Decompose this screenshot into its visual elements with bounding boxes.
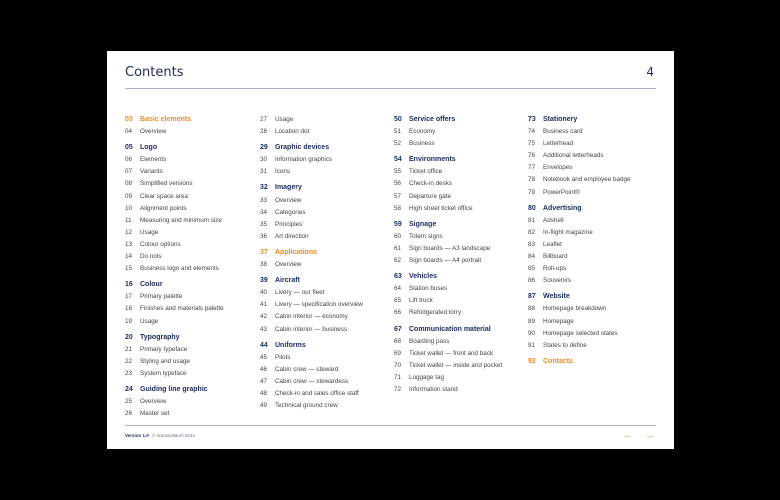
contents-entry[interactable] [125, 291, 255, 303]
entry-page-number: 73 [528, 116, 536, 123]
contents-entry[interactable] [528, 215, 658, 227]
contents-entry[interactable] [260, 364, 390, 376]
entry-page-number: 22 [125, 357, 133, 365]
entry-page-number: 11 [125, 216, 132, 224]
contents-entry[interactable] [125, 203, 255, 215]
entry-label: Finishes and materials palette [140, 305, 224, 313]
contents-entry[interactable] [394, 336, 524, 348]
page-navigation [613, 430, 654, 440]
entry-page-number: 07 [125, 168, 133, 176]
section-heading[interactable] [528, 356, 658, 368]
section-heading[interactable] [125, 114, 255, 126]
section-heading[interactable] [260, 182, 390, 194]
entry-page-number: 89 [528, 317, 536, 325]
section-heading[interactable] [125, 142, 255, 154]
section-heading[interactable] [394, 324, 524, 336]
section-heading[interactable] [528, 291, 658, 303]
entry-page-number: 52 [394, 140, 402, 148]
entry-label: Colour [140, 281, 163, 289]
entry-label: Letterhead [543, 140, 574, 148]
contents-entry[interactable] [528, 227, 658, 239]
contents-entry[interactable] [260, 287, 390, 299]
entry-label: Signage [409, 220, 437, 228]
page-title: Contents [125, 65, 184, 80]
entry-page-number: 09 [125, 192, 133, 200]
entry-label: Cabin interior — business [275, 325, 348, 333]
section-heading[interactable] [528, 114, 658, 126]
entry-label: Boarding pass [409, 337, 450, 345]
contents-entry[interactable] [125, 344, 255, 356]
contents-entry[interactable] [528, 328, 658, 340]
entry-label: Overview [140, 128, 167, 136]
entry-label: Vehicles [409, 273, 438, 281]
page-number: 4 [646, 65, 654, 79]
contents-entry[interactable] [528, 138, 658, 150]
contents-entry[interactable] [528, 239, 658, 251]
document-page [107, 51, 674, 449]
entry-page-number: 77 [528, 164, 536, 172]
entry-label: Cabin crew — steward [275, 365, 339, 373]
entry-label: Measuring and minimum size [140, 216, 222, 224]
entry-label: Location dot [275, 128, 310, 136]
entry-label: Applications [275, 248, 318, 256]
contents-entry[interactable] [528, 275, 658, 287]
contents-entry[interactable] [394, 203, 524, 215]
entry-page-number: 15 [125, 265, 133, 273]
entry-page-number: 78 [528, 176, 536, 184]
section-heading[interactable] [260, 142, 390, 154]
contents-entry[interactable] [125, 166, 255, 178]
contents-entry[interactable] [125, 239, 255, 251]
entry-label: Variants [140, 168, 163, 176]
entry-label: Billboard [543, 253, 568, 261]
entry-label: Graphic devices [275, 144, 330, 152]
entry-label: Totem signs [409, 232, 443, 240]
contents-entry[interactable] [260, 219, 390, 231]
entry-page-number: 41 [260, 301, 268, 309]
contents-entry[interactable] [125, 396, 255, 408]
entry-page-number: 57 [394, 192, 402, 200]
entry-label: Business logo and elements [140, 265, 219, 273]
entry-page-number: 58 [394, 204, 402, 212]
entry-page-number: 37 [260, 248, 268, 256]
entry-page-number: 92 [528, 357, 536, 365]
section-heading[interactable] [260, 340, 390, 352]
contents-column-3 [394, 114, 524, 396]
entry-page-number: 61 [394, 244, 402, 252]
entry-page-number: 28 [260, 128, 268, 136]
entry-label: Service offers [409, 116, 456, 123]
entry-page-number: 40 [260, 289, 268, 297]
contents-entry[interactable] [394, 231, 524, 243]
contents-entry[interactable] [125, 316, 255, 328]
entry-label: In-flight magazine [543, 228, 593, 236]
contents-entry[interactable] [125, 191, 255, 203]
entry-page-number: 31 [260, 168, 268, 176]
entry-page-number: 16 [125, 281, 133, 289]
entry-page-number: 65 [394, 297, 402, 305]
entry-label: Usage [140, 317, 159, 325]
entry-page-number: 82 [528, 228, 536, 236]
entry-label: States to define [543, 341, 587, 349]
contents-entry[interactable] [528, 162, 658, 174]
entry-page-number: 72 [394, 385, 402, 393]
entry-label: Cabin crew — stewardess [275, 377, 349, 385]
entry-label: Primary typeface [140, 345, 188, 353]
entry-page-number: 34 [260, 208, 268, 216]
contents-entry[interactable] [260, 154, 390, 166]
contents-entry[interactable] [260, 388, 390, 400]
contents-entry[interactable] [528, 251, 658, 263]
entry-label: Souvenirs [543, 277, 572, 285]
contents-column-1 [125, 114, 255, 420]
footer-text: © Aurora March 2014 [152, 433, 195, 438]
contents-entry[interactable] [125, 368, 255, 380]
entry-label: Typography [140, 333, 180, 341]
footer-divider [125, 425, 656, 426]
entry-label: Simplified versions [140, 180, 193, 188]
contents-entry[interactable] [125, 126, 255, 138]
entry-page-number: 56 [394, 180, 402, 188]
entry-label: Elements [140, 156, 167, 164]
entry-page-number: 60 [394, 232, 402, 240]
contents-entry[interactable] [394, 191, 524, 203]
section-heading[interactable] [528, 203, 658, 215]
entry-label: Overview [275, 261, 302, 269]
entry-label: Adshell [543, 216, 564, 224]
entry-page-number: 12 [125, 228, 133, 236]
entry-label: PowerPoint® [543, 188, 580, 196]
entry-label: Website [543, 293, 570, 301]
entry-page-number: 44 [260, 341, 268, 349]
entry-label: Homepage [543, 317, 574, 325]
entry-label: Lift truck [409, 297, 433, 305]
contents-entry[interactable] [260, 114, 390, 126]
entry-page-number: 49 [260, 402, 268, 410]
entry-page-number: 05 [125, 144, 133, 152]
entry-page-number: 08 [125, 180, 133, 188]
entry-page-number: 50 [394, 116, 402, 123]
entry-label: Refridgerated lorry [409, 309, 462, 317]
entry-page-number: 51 [394, 128, 402, 136]
entry-page-number: 24 [125, 385, 133, 393]
entry-page-number: 35 [260, 220, 268, 228]
contents-entry[interactable] [125, 303, 255, 315]
entry-label: Envelopes [543, 164, 573, 172]
entry-label: Principles [275, 220, 303, 228]
entry-label: Departure gate [409, 192, 452, 200]
contents-entry[interactable] [394, 166, 524, 178]
section-heading[interactable] [125, 279, 255, 291]
entry-label: Roll-ups [543, 265, 567, 273]
entry-label: Luggage tag [409, 373, 445, 381]
entry-label: Economy [409, 128, 436, 136]
entry-page-number: 67 [394, 325, 402, 333]
entry-page-number: 85 [528, 265, 536, 273]
contents-entry[interactable] [528, 316, 658, 328]
entry-label: Categories [275, 208, 306, 216]
header-divider [125, 88, 656, 89]
entry-page-number: 81 [528, 216, 536, 224]
entry-page-number: 33 [260, 196, 268, 204]
entry-label: Overview [140, 398, 167, 406]
section-heading[interactable] [394, 271, 524, 283]
contents-entry[interactable] [260, 324, 390, 336]
entry-page-number: 13 [125, 240, 133, 248]
entry-page-number: 75 [528, 140, 536, 148]
entry-label: Livery — our fleet [275, 289, 325, 297]
entry-page-number: 10 [125, 204, 133, 212]
contents-entry[interactable] [394, 348, 524, 360]
entry-label: Guiding line graphic [140, 385, 208, 393]
section-heading[interactable] [394, 114, 524, 126]
entry-label: Sign boards — A4 portrait [409, 257, 482, 265]
section-heading[interactable] [260, 275, 390, 287]
contents-entry[interactable] [260, 166, 390, 178]
entry-label: Notebook and employee badge [543, 176, 631, 184]
entry-label: Homepage selected states [543, 329, 618, 337]
entry-page-number: 29 [260, 144, 268, 152]
section-heading[interactable] [125, 332, 255, 344]
arrow-left-icon[interactable]: ← [623, 430, 633, 440]
contents-entry[interactable] [125, 251, 255, 263]
contents-entry[interactable] [125, 154, 255, 166]
entry-label: Station buses [409, 285, 448, 293]
entry-label: High street ticket office [409, 204, 473, 212]
entry-label: Logo [140, 144, 158, 152]
entry-page-number: 06 [125, 156, 133, 164]
contents-entry[interactable] [528, 150, 658, 162]
contents-entry[interactable] [260, 376, 390, 388]
contents-entry[interactable] [260, 299, 390, 311]
entry-label: Do nots [140, 253, 162, 261]
footer-version: Version 1.0 [125, 433, 149, 438]
entry-label: Clear space area [140, 192, 188, 200]
entry-page-number: 21 [125, 345, 133, 353]
entry-page-number: 83 [528, 240, 536, 248]
entry-page-number: 20 [125, 333, 133, 341]
entry-page-number: 04 [125, 128, 133, 136]
entry-page-number: 84 [528, 253, 536, 261]
entry-page-number: 27 [260, 116, 268, 123]
entry-page-number: 14 [125, 253, 133, 261]
entry-page-number: 90 [528, 329, 536, 337]
contents-column-2 [260, 114, 390, 412]
contents-entry[interactable] [260, 126, 390, 138]
contents-entry[interactable] [260, 207, 390, 219]
contents-entry[interactable] [394, 307, 524, 319]
contents-entry[interactable] [260, 195, 390, 207]
contents-entry[interactable] [125, 215, 255, 227]
entry-label: Check-in desks [409, 180, 453, 188]
entry-label: Contacts [543, 357, 573, 365]
entry-label: Overview [275, 196, 302, 204]
entry-label: Leaflet [543, 240, 562, 248]
entry-label: Stationery [543, 116, 578, 123]
entry-label: Business [409, 140, 435, 148]
contents-entry[interactable] [260, 259, 390, 271]
entry-label: Sign boards — A3 landscape [409, 244, 491, 252]
entry-page-number: 36 [260, 232, 268, 240]
entry-page-number: 69 [394, 349, 402, 357]
entry-label: Primary palette [140, 293, 183, 301]
contents-entry[interactable] [394, 243, 524, 255]
contents-entry[interactable] [528, 263, 658, 275]
entry-label: Styling and usage [140, 357, 191, 365]
entry-page-number: 71 [394, 373, 402, 381]
entry-page-number: 23 [125, 369, 133, 377]
entry-page-number: 46 [260, 365, 268, 373]
entry-page-number: 54 [394, 156, 402, 164]
contents-entry[interactable] [125, 356, 255, 368]
entry-label: Information graphics [275, 156, 333, 164]
entry-label: Ticket wallet — front and back [409, 349, 494, 357]
entry-page-number: 88 [528, 305, 536, 313]
contents-entry[interactable] [394, 255, 524, 267]
contents-entry[interactable] [394, 138, 524, 150]
contents-entry[interactable] [528, 187, 658, 199]
entry-page-number: 76 [528, 152, 536, 160]
entry-label: Pilots [275, 353, 291, 361]
contents-entry[interactable] [125, 227, 255, 239]
entry-label: Environments [409, 156, 456, 164]
entry-label: Art direction [275, 232, 309, 240]
entry-label: System typeface [140, 369, 187, 377]
entry-page-number: 18 [125, 305, 133, 313]
entry-label: Livery — specification overview [275, 301, 363, 309]
entry-label: Ticket office [409, 168, 443, 176]
entry-page-number: 68 [394, 337, 402, 345]
contents-entry[interactable] [528, 303, 658, 315]
contents-entry[interactable] [260, 311, 390, 323]
entry-page-number: 55 [394, 168, 402, 176]
entry-label: Homepage breakdown [543, 305, 607, 313]
entry-label: Colour options [140, 240, 181, 248]
entry-label: Cabin interior — economy [275, 313, 348, 321]
section-heading[interactable] [125, 384, 255, 396]
arrow-right-icon[interactable]: → [645, 430, 654, 440]
contents-entry[interactable] [260, 400, 390, 412]
entry-label: Business card [543, 128, 583, 136]
section-heading[interactable] [394, 219, 524, 231]
entry-page-number: 32 [260, 184, 268, 192]
entry-page-number: 64 [394, 285, 402, 293]
entry-page-number: 74 [528, 128, 536, 136]
entry-page-number: 87 [528, 293, 536, 301]
contents-entry[interactable] [394, 126, 524, 138]
entry-label: Usage [275, 116, 294, 123]
entry-page-number: 79 [528, 188, 536, 196]
entry-label: Master set [140, 410, 170, 418]
entry-page-number: 80 [528, 204, 536, 212]
entry-label: Alignment points [140, 204, 187, 212]
entry-page-number: 26 [125, 410, 133, 418]
entry-page-number: 59 [394, 220, 402, 228]
entry-label: Information stand [409, 385, 458, 393]
entry-label: Aircraft [275, 277, 300, 285]
entry-label: Advertising [543, 204, 582, 212]
contents-entry[interactable] [125, 263, 255, 275]
entry-page-number: 86 [528, 277, 536, 285]
entry-page-number: 63 [394, 273, 402, 281]
entry-label: Basic elements [140, 116, 191, 123]
footer [125, 433, 195, 438]
entry-page-number: 47 [260, 377, 268, 385]
entry-page-number: 39 [260, 277, 268, 285]
contents-entry[interactable] [528, 340, 658, 352]
section-heading[interactable] [260, 247, 390, 259]
entry-label: Communication material [409, 325, 491, 333]
contents-column-4 [528, 114, 658, 368]
contents-entry[interactable] [394, 372, 524, 384]
entry-label: Icons [275, 168, 291, 176]
contents-entry[interactable] [260, 352, 390, 364]
contents-entry[interactable] [394, 283, 524, 295]
entry-page-number: 48 [260, 389, 268, 397]
entry-page-number: 66 [394, 309, 402, 317]
entry-page-number: 45 [260, 353, 268, 361]
entry-label: Imagery [275, 184, 302, 192]
entry-label: Check-in and sales office staff [275, 389, 359, 397]
entry-label: Technical ground crew [275, 402, 338, 410]
entry-page-number: 19 [125, 317, 133, 325]
entry-page-number: 38 [260, 261, 268, 269]
entry-page-number: 03 [125, 116, 133, 123]
contents-entry[interactable] [528, 126, 658, 138]
entry-label: Usage [140, 228, 159, 236]
entry-label: Ticket wallet — inside and pocket [409, 361, 503, 369]
contents-entry[interactable] [528, 174, 658, 186]
entry-label: Additional letterheads [543, 152, 604, 160]
entry-page-number: 91 [528, 341, 536, 349]
entry-page-number: 43 [260, 325, 268, 333]
contents-entry[interactable] [394, 360, 524, 372]
contents-entry[interactable] [125, 408, 255, 420]
section-heading[interactable] [394, 154, 524, 166]
entry-page-number: 42 [260, 313, 268, 321]
entry-page-number: 70 [394, 361, 402, 369]
entry-page-number: 17 [125, 293, 133, 301]
entry-page-number: 25 [125, 398, 133, 406]
contents-entry[interactable] [260, 231, 390, 243]
contents-entry[interactable] [394, 295, 524, 307]
contents-entry[interactable] [394, 178, 524, 190]
contents-entry[interactable] [394, 384, 524, 396]
entry-page-number: 62 [394, 257, 402, 265]
contents-entry[interactable] [125, 178, 255, 190]
entry-page-number: 30 [260, 156, 268, 164]
entry-label: Uniforms [275, 341, 306, 349]
